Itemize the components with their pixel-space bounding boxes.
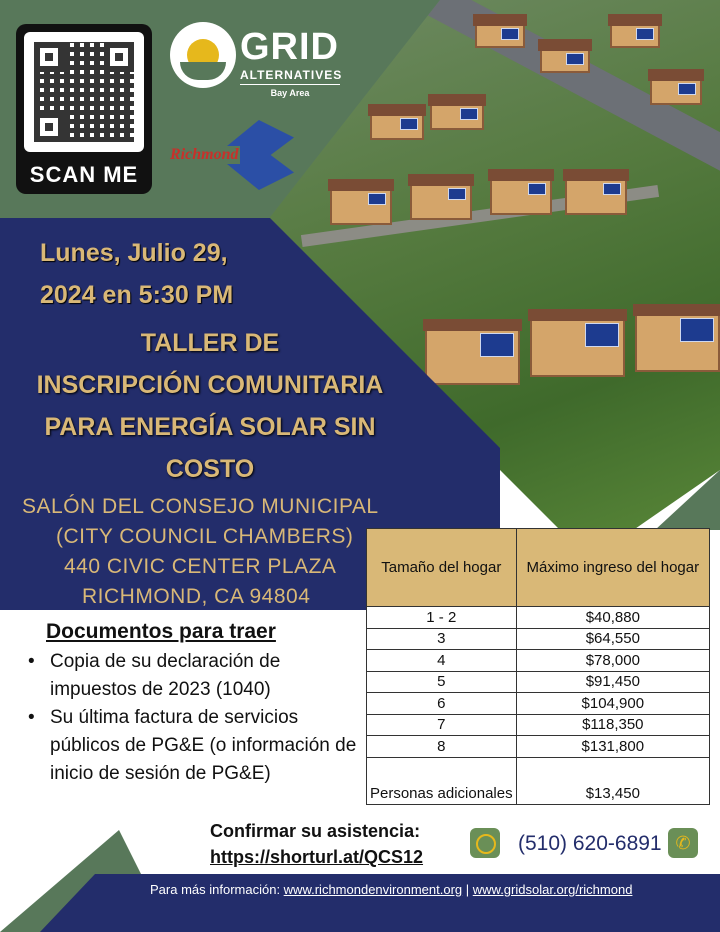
qr-code[interactable] [16, 24, 152, 194]
table-row: 8 $131,800 [367, 736, 710, 758]
documents-section [22, 620, 362, 788]
richmond-environment-link[interactable]: www.richmondenvironment.org [283, 882, 463, 897]
list-item: • Copia de su declaración de impuestos de 2023 (1040) [22, 648, 362, 704]
rsvp-section [210, 818, 423, 870]
richmond-logo: Richmond [168, 120, 303, 190]
event-date: Lunes, Julio 29, 2024 en 5:30 PM [40, 239, 234, 309]
event-title: TALLER DE INSCRIPCIÓN COMUNITARIA PARA ENERGÍA SOLAR SIN COSTO [36, 329, 384, 483]
phone-number[interactable]: (510) 620-6891 [518, 832, 662, 855]
documents-title: Documentos para traer [46, 620, 276, 643]
footer-info: Para más información: www.richmondenvironment.org | www.gridsolar.org/richmond [150, 882, 633, 897]
rsvp-link[interactable]: https://shorturl.at/QCS12 [210, 847, 424, 867]
table-row: 6 $104,900 [367, 693, 710, 715]
table-row: 7 $118,350 [367, 714, 710, 736]
scan-me-label: SCAN ME [29, 162, 139, 187]
phone-icon[interactable]: ✆ [668, 828, 698, 858]
gridsolar-link[interactable]: www.gridsolar.org/richmond [472, 882, 633, 897]
household-size-header: Tamaño del hogar [367, 529, 517, 607]
event-address: SALÓN DEL CONSEJO MUNICIPAL (CITY COUNCIL CHAMBERS) 440 CIVIC CENTER PLAZA RICHMOND, CA 94804 [22, 495, 379, 608]
table-row: 4 $78,000 [367, 650, 710, 672]
table-row: 3 $64,550 [367, 628, 710, 650]
income-limits-table [366, 528, 710, 805]
qr-code-image [24, 32, 144, 152]
max-income-header: Máximo ingreso del hogar [516, 529, 709, 607]
documents-list [22, 648, 362, 788]
sun-icon [170, 22, 236, 88]
rsvp-label: Confirmar su asistencia: [210, 821, 421, 841]
table-row: 5 $91,450 [367, 671, 710, 693]
table-row: Personas adicionales $13,450 [367, 757, 710, 804]
globe-icon[interactable] [470, 828, 500, 858]
list-item: • Su última factura de servicios públicos de PG&E (o información de inicio de sesión de PG&E) [22, 704, 362, 788]
grid-alternatives-logo: GRID ALTERNATIVES Bay Area [170, 22, 345, 102]
table-row: 1 - 2 $40,880 [367, 607, 710, 629]
